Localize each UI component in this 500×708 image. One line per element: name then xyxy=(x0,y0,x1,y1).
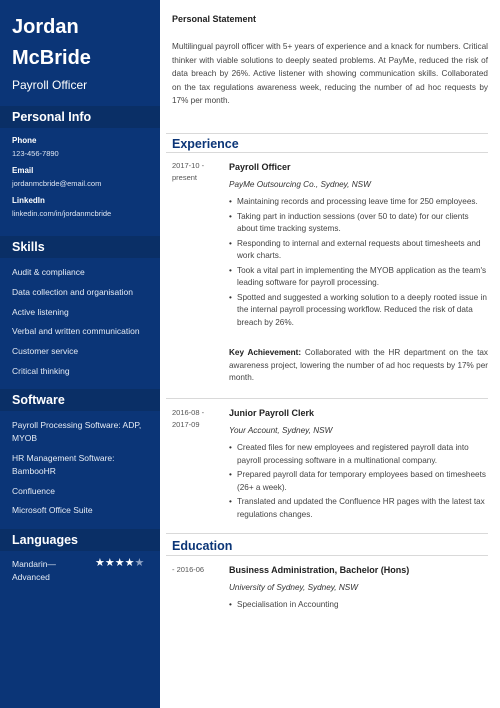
star-icon: ★ xyxy=(134,557,145,569)
star-icon: ★ xyxy=(104,557,115,569)
linkedin-label: LinkedIn xyxy=(12,196,45,205)
skill-item: Customer service xyxy=(12,346,79,356)
list-item: • Specialisation in Accounting xyxy=(229,599,488,612)
linkedin-value[interactable]: linkedin.com/in/jordanmcbride xyxy=(12,209,112,218)
skill-item: Verbal and written communication xyxy=(12,326,140,336)
list-item: • Maintaining records and processing leave time for 250 employees. xyxy=(229,196,488,209)
job-company: PayMe Outsourcing Co., Sydney, NSW xyxy=(229,180,371,189)
skill-item: Critical thinking xyxy=(12,366,70,376)
personal-statement-text: Multilingual payroll officer with 5+ years of experience and a knack for numbers. Critical thinker with viable solutions to deeply seated problems. At PayMe, reduced the risk of data breach by 26%. Active listener with showing communication skills. Collaborated on the tax regulations awareness week, reducing the number of ad hoc requests by 17% per month. xyxy=(172,42,488,105)
list-item: • Created files for new employees and registered payroll data into payroll processing software in a multinational company. xyxy=(229,442,488,467)
personal-statement-heading: Personal Statement xyxy=(172,14,257,24)
phone-value: 123-456-7890 xyxy=(12,149,59,158)
section-divider xyxy=(166,152,488,153)
job-company: Your Account, Sydney, NSW xyxy=(229,426,333,435)
experience-heading: Experience xyxy=(172,137,239,151)
skill-item: Data collection and organisation xyxy=(12,287,133,297)
job-role: Payroll Officer xyxy=(229,162,291,172)
education-bullets xyxy=(229,599,488,614)
section-divider xyxy=(166,398,488,399)
star-icon: ★ xyxy=(114,557,125,569)
list-item: • Took a vital part in implementing the MYOB application as the team's leading software for payroll processing. xyxy=(229,265,488,290)
phone-label: Phone xyxy=(12,136,37,145)
skills-heading: Skills xyxy=(0,236,160,258)
language-level: Advanced xyxy=(12,572,50,582)
language-name: Mandarin— xyxy=(12,559,56,569)
list-item: • Taking part in induction sessions (over 50 to date) for our clients about time tracking systems. xyxy=(229,211,488,236)
skill-item: Active listening xyxy=(12,307,69,317)
education-dates: - 2016-06 xyxy=(172,565,205,574)
software-item: Confluence xyxy=(12,486,56,496)
sidebar xyxy=(0,0,160,708)
section-divider xyxy=(166,555,488,556)
software-heading: Software xyxy=(0,389,160,411)
job-role: Junior Payroll Clerk xyxy=(229,408,315,418)
software-item: HR Management Software: BambooHR xyxy=(12,453,115,476)
software-item: Microsoft Office Suite xyxy=(12,505,93,515)
job-dates: 2017-10 - present xyxy=(172,161,205,182)
key-achievement-label: Key Achievement: xyxy=(229,348,302,357)
first-name: Jordan xyxy=(12,16,79,38)
key-achievement xyxy=(229,347,488,385)
star-icon: ★ xyxy=(95,557,105,569)
list-item: • Spotted and suggested a working solution to a deeply rooted issue in the internal payroll processing workflow. Reduced the risk of data breach by 26%. xyxy=(229,292,488,330)
job-dates: 2016-08 - 2017-09 xyxy=(172,408,205,429)
education-heading: Education xyxy=(172,539,233,553)
education-degree: Business Administration, Bachelor (Hons) xyxy=(229,565,410,575)
email-value[interactable]: jordanmcbride@email.com xyxy=(12,179,102,188)
last-name: McBride xyxy=(12,47,91,69)
skill-item: Audit & compliance xyxy=(12,267,85,277)
candidate-name xyxy=(12,12,91,74)
list-item: • Prepared payroll data for temporary employees based on timesheets (26+ a week). xyxy=(229,469,488,494)
star-icon: ★ xyxy=(124,557,135,569)
job-bullets xyxy=(229,196,488,331)
languages-heading: Languages xyxy=(0,529,160,551)
list-item: • Translated and updated the Confluence HR pages with the latest tax regulations changes. xyxy=(229,496,488,521)
key-achievement-text: Collaborated with the HR department on the tax awareness project, lowering the number of ad hoc requests by 17% per month. xyxy=(229,348,488,382)
personal-info-heading: Personal Info xyxy=(0,106,160,128)
education-school: University of Sydney, Sydney, NSW xyxy=(229,583,358,592)
job-title: Payroll Officer xyxy=(12,78,88,92)
section-divider xyxy=(166,133,488,134)
email-label: Email xyxy=(12,166,34,175)
language-rating xyxy=(95,556,144,569)
section-divider xyxy=(166,533,488,534)
software-item: Payroll Processing Software: ADP, MYOB xyxy=(12,420,142,443)
list-item: • Responding to internal and external requests about timesheets and work charts. xyxy=(229,238,488,263)
job-bullets xyxy=(229,442,488,523)
